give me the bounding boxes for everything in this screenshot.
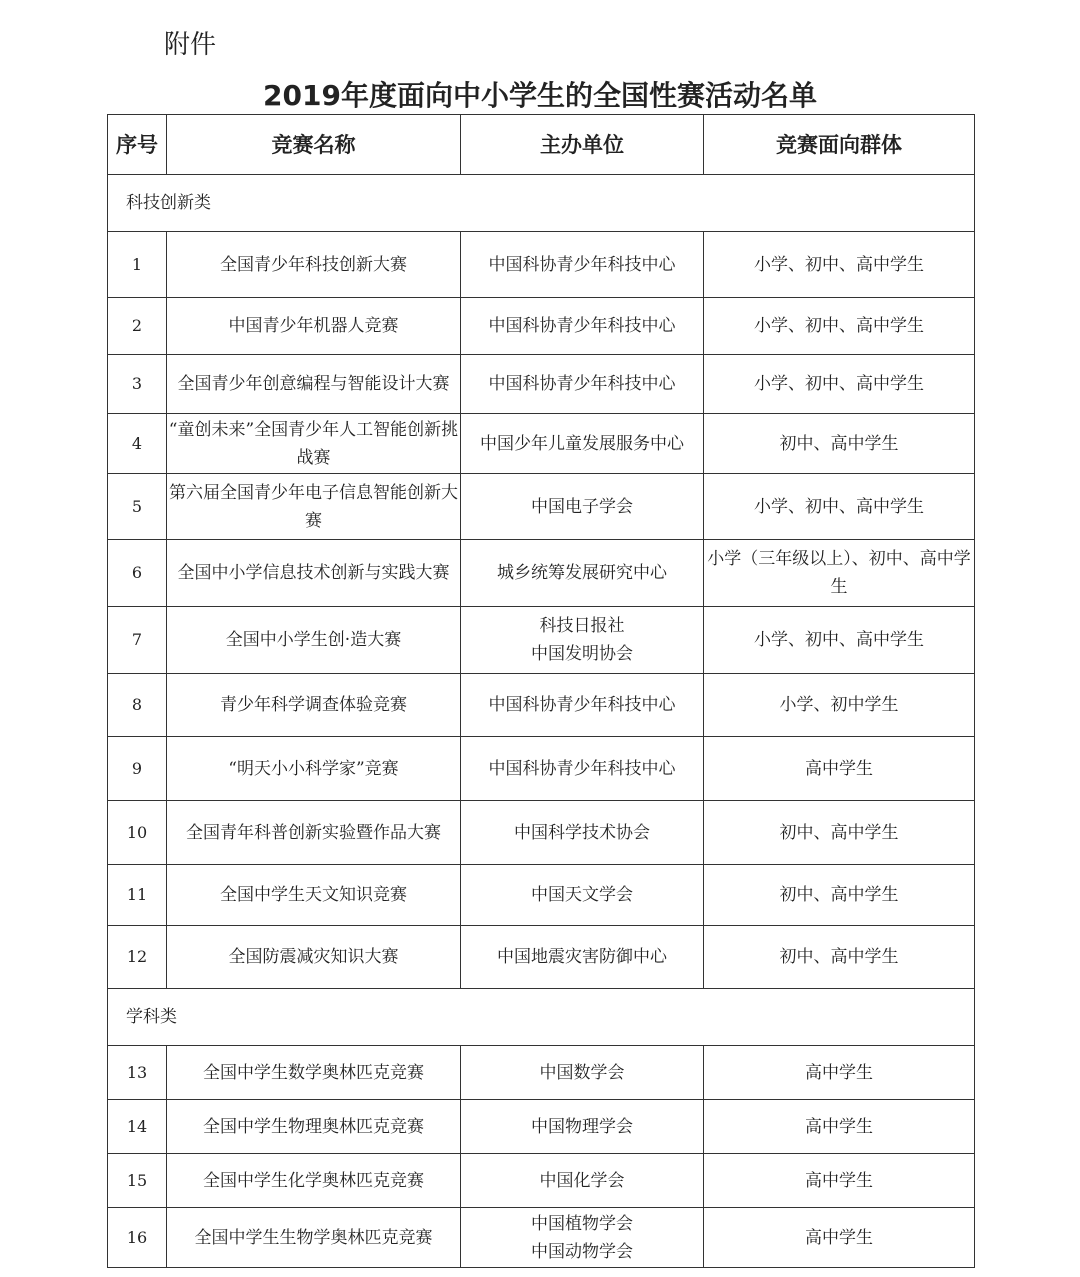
cell-organizer: 中国地震灾害防御中心	[461, 926, 704, 989]
cell-name: 全国中学生数学奥林匹克竞赛	[167, 1046, 461, 1100]
cell-target: 小学、初中、高中学生	[704, 355, 975, 414]
cell-target: 高中学生	[704, 1046, 975, 1100]
header-row	[108, 115, 975, 175]
cell-index: 5	[108, 474, 167, 540]
organizer-line: 中国动物学会	[531, 1241, 633, 1262]
cell-organizer-multi	[461, 1208, 704, 1268]
table-row	[108, 607, 975, 674]
table-row	[108, 1100, 975, 1154]
header-name: 竞赛名称	[167, 115, 461, 175]
cell-index: 12	[108, 926, 167, 989]
header-target: 竞赛面向群体	[704, 115, 975, 175]
cell-target: 小学、初中、高中学生	[704, 607, 975, 674]
cell-index: 16	[108, 1208, 167, 1268]
cell-target: 小学、初中、高中学生	[704, 474, 975, 540]
cell-name: 全国中学生生物学奥林匹克竞赛	[167, 1208, 461, 1268]
cell-index: 4	[108, 414, 167, 474]
table-row	[108, 1046, 975, 1100]
cell-name: 全国中小学信息技术创新与实践大赛	[167, 540, 461, 607]
cell-name: 全国中学生化学奥林匹克竞赛	[167, 1154, 461, 1208]
table-row	[108, 926, 975, 989]
cell-organizer-multi	[461, 607, 704, 674]
header-organizer: 主办单位	[461, 115, 704, 175]
page-title: 2019年度面向中小学生的全国性赛活动名单	[263, 79, 817, 112]
header-index: 序号	[108, 115, 167, 175]
table-row	[108, 674, 975, 737]
cell-index: 2	[108, 298, 167, 355]
cell-organizer: 中国电子学会	[461, 474, 704, 540]
cell-name: 全国青少年科技创新大赛	[167, 232, 461, 298]
cell-organizer: 中国科协青少年科技中心	[461, 355, 704, 414]
cell-target: 高中学生	[704, 737, 975, 801]
cell-target: 初中、高中学生	[704, 414, 975, 474]
cell-organizer: 中国科协青少年科技中心	[461, 232, 704, 298]
cell-name: 全国防震减灾知识大赛	[167, 926, 461, 989]
cell-target: 初中、高中学生	[704, 926, 975, 989]
cell-organizer: 中国化学会	[461, 1154, 704, 1208]
cell-organizer: 中国科协青少年科技中心	[461, 298, 704, 355]
table-row	[108, 355, 975, 414]
cell-organizer: 中国科学技术协会	[461, 801, 704, 865]
cell-target: 初中、高中学生	[704, 801, 975, 865]
category-row	[108, 175, 975, 232]
table-row	[108, 414, 975, 474]
table-row	[108, 474, 975, 540]
cell-index: 3	[108, 355, 167, 414]
cell-name: 全国中学生天文知识竞赛	[167, 865, 461, 926]
cell-target: 初中、高中学生	[704, 865, 975, 926]
cell-target: 小学（三年级以上）、初中、高中学生	[704, 540, 975, 607]
cell-organizer: 城乡统筹发展研究中心	[461, 540, 704, 607]
category-subject: 学科类	[108, 989, 975, 1046]
cell-target: 高中学生	[704, 1208, 975, 1268]
cell-target: 高中学生	[704, 1100, 975, 1154]
cell-target: 小学、初中、高中学生	[704, 232, 975, 298]
cell-name: 全国青年科普创新实验暨作品大赛	[167, 801, 461, 865]
organizer-line: 中国发明协会	[531, 644, 633, 664]
cell-target: 高中学生	[704, 1154, 975, 1208]
cell-index: 15	[108, 1154, 167, 1208]
cell-name: 全国中学生物理奥林匹克竞赛	[167, 1100, 461, 1154]
cell-organizer: 中国物理学会	[461, 1100, 704, 1154]
table-row	[108, 1208, 975, 1268]
competition-table	[107, 114, 975, 1268]
cell-name: 青少年科学调查体验竞赛	[167, 674, 461, 737]
cell-organizer: 中国科协青少年科技中心	[461, 674, 704, 737]
cell-name: “明天小小科学家”竞赛	[167, 737, 461, 801]
cell-index: 7	[108, 607, 167, 674]
cell-organizer: 中国科协青少年科技中心	[461, 737, 704, 801]
table-row	[108, 540, 975, 607]
cell-index: 11	[108, 865, 167, 926]
cell-name: 第六届全国青少年电子信息智能创新大赛	[167, 474, 461, 540]
table-row	[108, 232, 975, 298]
cell-index: 10	[108, 801, 167, 865]
cell-target: 小学、初中学生	[704, 674, 975, 737]
cell-name: 全国青少年创意编程与智能设计大赛	[167, 355, 461, 414]
table-row	[108, 737, 975, 801]
organizer-line: 科技日报社	[539, 616, 625, 636]
category-tech: 科技创新类	[108, 175, 975, 232]
cell-index: 6	[108, 540, 167, 607]
table-row	[108, 1154, 975, 1208]
cell-name: 全国中小学生创·造大赛	[167, 607, 461, 674]
table-row	[108, 865, 975, 926]
category-row	[108, 989, 975, 1046]
cell-index: 8	[108, 674, 167, 737]
cell-target: 小学、初中、高中学生	[704, 298, 975, 355]
cell-organizer: 中国天文学会	[461, 865, 704, 926]
table-row	[108, 801, 975, 865]
cell-organizer: 中国少年儿童发展服务中心	[461, 414, 704, 474]
cell-name: 中国青少年机器人竞赛	[167, 298, 461, 355]
cell-index: 14	[108, 1100, 167, 1154]
cell-organizer: 中国数学会	[461, 1046, 704, 1100]
organizer-line: 中国植物学会	[531, 1213, 633, 1234]
cell-index: 9	[108, 737, 167, 801]
cell-index: 13	[108, 1046, 167, 1100]
table-row	[108, 298, 975, 355]
attachment-label: 附件	[164, 30, 217, 60]
cell-index: 1	[108, 232, 167, 298]
cell-name: “童创未来”全国青少年人工智能创新挑战赛	[167, 414, 461, 474]
